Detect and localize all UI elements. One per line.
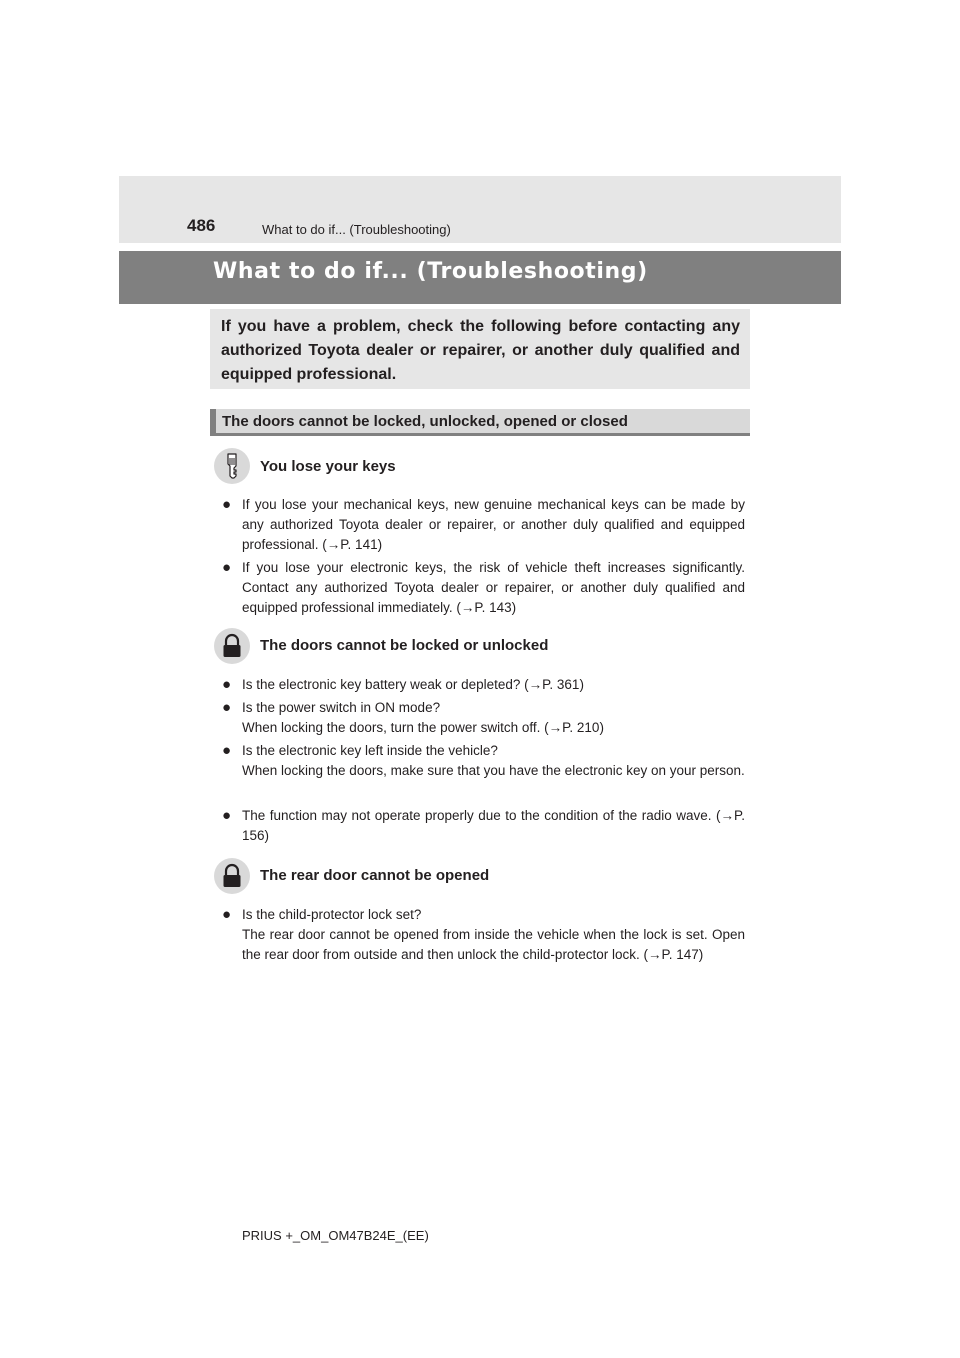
- section-title: The doors cannot be locked, unlocked, opened or closed: [222, 413, 628, 430]
- running-head: What to do if... (Troubleshooting): [262, 222, 451, 237]
- list-item: The function may not operate properly due to the condition of the radio wave. (→P. 156): [242, 808, 745, 843]
- list-item: Is the electronic key battery weak or depleted? (→P. 361): [242, 677, 584, 692]
- footer-code: PRIUS +_OM_OM47B24E_(EE): [242, 1228, 429, 1243]
- bullet-icon: ●: [222, 676, 232, 693]
- page-title: What to do if... (Troubleshooting): [213, 259, 648, 284]
- header-band: [119, 176, 841, 243]
- section-bar-accent: [210, 409, 216, 433]
- bullet-icon: ●: [222, 906, 232, 923]
- list-item: If you lose your mechanical keys, new genuine mechanical keys can be made by any authorized Toyota dealer or repairer, or another duly qualified and equipped professional. (→P. 141): [242, 497, 745, 552]
- bullet-icon: ●: [222, 496, 232, 513]
- padlock-icon: [214, 858, 250, 894]
- bullet-icon: ●: [222, 699, 232, 716]
- list-item: Is the child-protector lock set? The rear door cannot be opened from inside the vehicle when the lock is set. Open the rear door from outside and then unlock the child-protector lock. (→P. 147): [242, 907, 745, 962]
- list-item: If you lose your electronic keys, the risk of vehicle theft increases significantly. Contact any authorized Toyota dealer or repairer, or another duly qualified and equipped professional immediately. (→P. 143): [242, 560, 745, 615]
- intro-text: If you have a problem, check the following before contacting any authorized Toyota dealer or repairer, or another duly qualified and equipped professional.: [221, 318, 740, 383]
- subsection-heading: You lose your keys: [260, 458, 396, 475]
- list-item: Is the electronic key left inside the vehicle? When locking the doors, make sure that you have the electronic key on your person.: [242, 743, 745, 778]
- section-bar-rule: [210, 433, 750, 436]
- subsection-heading: The doors cannot be locked or unlocked: [260, 637, 549, 654]
- bullet-icon: ●: [222, 742, 232, 759]
- list-item: Is the power switch in ON mode? When locking the doors, turn the power switch off. (→P. 210): [242, 700, 604, 735]
- bullet-icon: ●: [222, 807, 232, 824]
- page-number: 486: [187, 216, 216, 235]
- padlock-icon: [214, 628, 250, 664]
- subsection-heading: The rear door cannot be opened: [260, 867, 490, 884]
- bullet-icon: ●: [222, 559, 232, 576]
- key-icon: [214, 448, 250, 484]
